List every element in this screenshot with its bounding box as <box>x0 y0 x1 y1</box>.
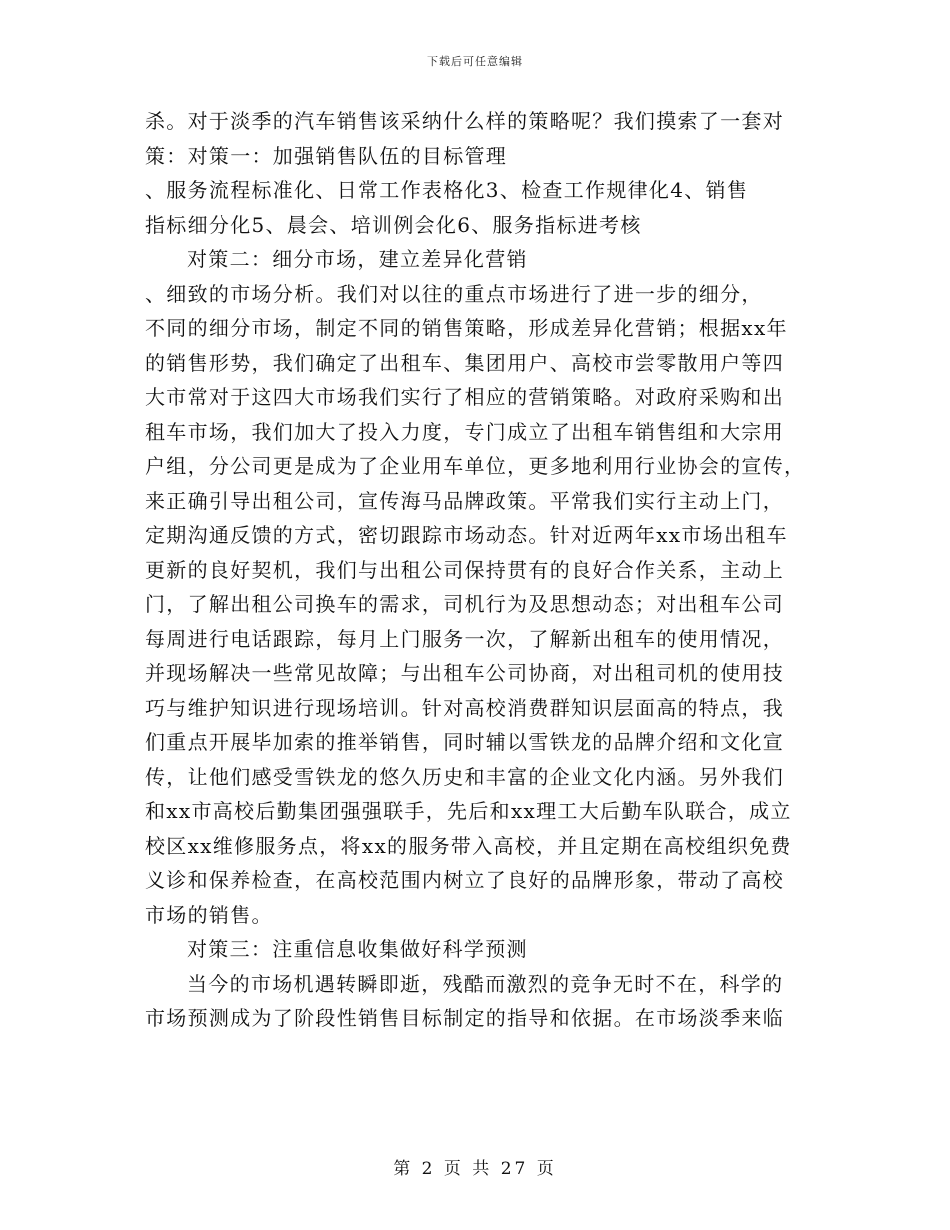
body-line-26: 当今的市场机遇转瞬即逝，残酷而激烈的竞争无时不在，科学的 <box>187 971 784 996</box>
body-line-27: 市场预测成为了阶段性销售目标制定的指导和依据。在市场淡季来临 <box>145 1006 784 1030</box>
body-line-23: 义诊和保养检查，在高校范围内树立了良好的品牌形象，带动了高校 <box>145 868 784 892</box>
body-line-1: 杀。对于淡季的汽车销售该采纳什么样的策略呢？我们摸索了一套对 <box>145 109 784 133</box>
body-line-10: 租车市场，我们加大了投入力度，专门成立了出租车销售组和大宗用 <box>145 419 784 444</box>
body-line-18: 巧与维护知识进行现场培训。针对高校消费群知识层面高的特点，我 <box>145 695 784 720</box>
body-line-3: 、服务流程标准化、日常工作表格化3、检查工作规律化4、销售 <box>145 178 749 202</box>
body-line-20: 传，让他们感受雪铁龙的悠久历史和丰富的企业文化内涵。另外我们 <box>145 764 784 789</box>
section-heading-strategy-3: 对策三：注重信息收集做好科学预测 <box>187 937 528 961</box>
body-line-12: 来正确引导出租公司，宣传海马品牌政策。平常我们实行主动上门， <box>145 488 784 513</box>
body-line-14: 更新的良好契机，我们与出租公司保持贯有的良好合作关系，主动上 <box>145 557 784 582</box>
body-line-8: 的销售形势，我们确定了出租车、集团用户、高校市尝零散用户等四 <box>145 350 784 375</box>
body-line-6: 、细致的市场分析。我们对以往的重点市场进行了进一步的细分， <box>145 281 763 306</box>
body-line-4: 指标细分化5、晨会、培训例会化6、服务指标进考核 <box>145 212 642 237</box>
body-line-22: 校区xx维修服务点，将xx的服务带入高校，并且定期在高校组织免费 <box>145 833 792 858</box>
body-line-11: 户组，分公司更是成为了企业用车单位，更多地利用行业协会的宣传， <box>145 454 806 478</box>
body-line-15: 门，了解出租公司换车的需求，司机行为及思想动态；对出租车公司 <box>145 592 784 616</box>
page-number-footer: 第 2 页 共 27 页 <box>393 1159 557 1179</box>
page-header: 下载后可任意编辑 <box>427 55 523 68</box>
body-line-9: 大市常对于这四大市场我们实行了相应的营销策略。对政府采购和出 <box>145 385 784 409</box>
body-line-16: 每周进行电话跟踪，每月上门服务一次，了解新出租车的使用情况， <box>145 626 784 651</box>
body-line-13: 定期沟通反馈的方式，密切跟踪市场动态。针对近两年xx市场出租车 <box>145 523 788 547</box>
document-body <box>145 104 810 1036</box>
section-heading-strategy-2: 对策二：细分市场，建立差异化营销 <box>187 247 528 271</box>
body-line-24: 市场的销售。 <box>145 902 273 927</box>
body-line-21: 和xx市高校后勤集团强强联手，先后和xx理工大后勤车队联合，成立 <box>145 799 792 823</box>
body-line-2: 策：对策一：加强销售队伍的目标管理 <box>145 143 508 168</box>
body-line-19: 们重点开展毕加索的推举销售，同时辅以雪铁龙的品牌介绍和文化宣 <box>145 730 784 754</box>
body-line-17: 并现场解决一些常见故障；与出租车公司协商，对出租司机的使用技 <box>145 661 784 685</box>
body-line-7: 不同的细分市场，制定不同的销售策略，形成差异化营销；根据xx年 <box>145 316 788 340</box>
